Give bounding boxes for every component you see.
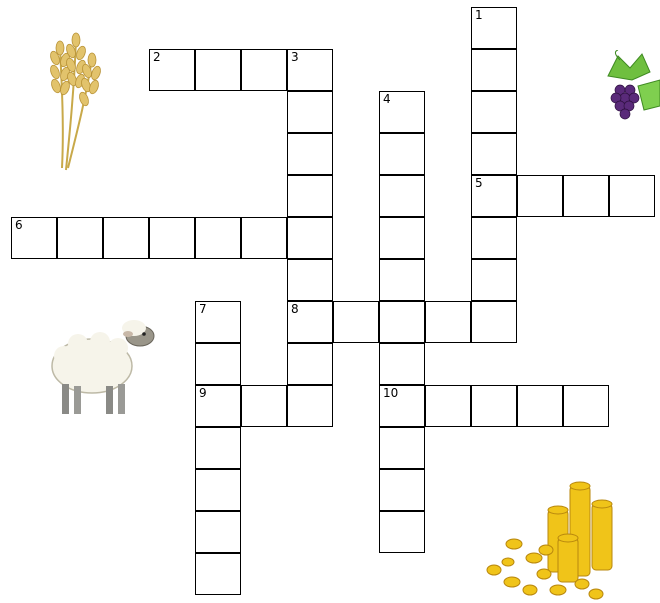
grapes-icon: [598, 50, 660, 128]
crossword-cell[interactable]: [471, 133, 517, 175]
clue-number: 3: [291, 50, 299, 64]
crossword-cell[interactable]: [471, 175, 517, 217]
crossword-cell[interactable]: [471, 7, 517, 49]
crossword-cell[interactable]: [11, 217, 57, 259]
crossword-cell[interactable]: [379, 217, 425, 259]
crossword-cell[interactable]: [287, 49, 333, 91]
crossword-cell[interactable]: [195, 553, 241, 595]
clue-number: 7: [199, 302, 207, 316]
crossword-cell[interactable]: [379, 259, 425, 301]
crossword-cell[interactable]: [195, 343, 241, 385]
sheep-icon: [48, 314, 160, 422]
crossword-cell[interactable]: [57, 217, 103, 259]
crossword-cell[interactable]: [195, 511, 241, 553]
crossword-cell[interactable]: [287, 343, 333, 385]
crossword-cell[interactable]: [471, 217, 517, 259]
crossword-cell[interactable]: [379, 469, 425, 511]
crossword-cell[interactable]: [517, 385, 563, 427]
crossword-cell[interactable]: [471, 385, 517, 427]
wheat-icon: [40, 18, 102, 176]
gold-coins-icon: [484, 478, 624, 602]
clue-number: 4: [383, 92, 391, 106]
crossword-cell[interactable]: [287, 217, 333, 259]
crossword-cell[interactable]: [149, 217, 195, 259]
crossword-cell[interactable]: [287, 385, 333, 427]
crossword-cell[interactable]: [333, 301, 379, 343]
crossword-cell[interactable]: [379, 91, 425, 133]
crossword-cell[interactable]: [149, 49, 195, 91]
crossword-cell[interactable]: [195, 469, 241, 511]
crossword-cell[interactable]: [379, 175, 425, 217]
crossword-cell[interactable]: [195, 217, 241, 259]
crossword-cell[interactable]: [471, 301, 517, 343]
crossword-cell[interactable]: [195, 49, 241, 91]
clue-number: 9: [199, 386, 207, 400]
crossword-cell[interactable]: [379, 133, 425, 175]
crossword-cell[interactable]: [471, 259, 517, 301]
crossword-cell[interactable]: [471, 91, 517, 133]
crossword-cell[interactable]: [379, 343, 425, 385]
crossword-cell[interactable]: [287, 175, 333, 217]
crossword-cell[interactable]: [425, 301, 471, 343]
crossword-cell[interactable]: [241, 217, 287, 259]
clue-number: 1: [475, 8, 483, 22]
crossword-cell[interactable]: [287, 133, 333, 175]
crossword-cell[interactable]: [563, 175, 609, 217]
crossword-cell[interactable]: [287, 91, 333, 133]
crossword-cell[interactable]: [195, 301, 241, 343]
crossword-cell[interactable]: [379, 427, 425, 469]
crossword-cell[interactable]: [287, 259, 333, 301]
crossword-cell[interactable]: [517, 175, 563, 217]
crossword-cell[interactable]: [103, 217, 149, 259]
crossword-cell[interactable]: [425, 385, 471, 427]
crossword-cell[interactable]: [195, 385, 241, 427]
crossword-cell[interactable]: [379, 511, 425, 553]
crossword-cell[interactable]: [195, 427, 241, 469]
crossword-cell[interactable]: [563, 385, 609, 427]
crossword-cell[interactable]: [379, 301, 425, 343]
clue-number: 10: [383, 386, 399, 400]
crossword-cell[interactable]: [471, 49, 517, 91]
clue-number: 2: [153, 50, 161, 64]
crossword-cell[interactable]: [609, 175, 655, 217]
crossword-cell[interactable]: [241, 49, 287, 91]
clue-number: 6: [15, 218, 23, 232]
crossword-cell[interactable]: [287, 301, 333, 343]
clue-number: 8: [291, 302, 299, 316]
crossword-cell[interactable]: [379, 385, 425, 427]
clue-number: 5: [475, 176, 483, 190]
crossword-cell[interactable]: [241, 385, 287, 427]
